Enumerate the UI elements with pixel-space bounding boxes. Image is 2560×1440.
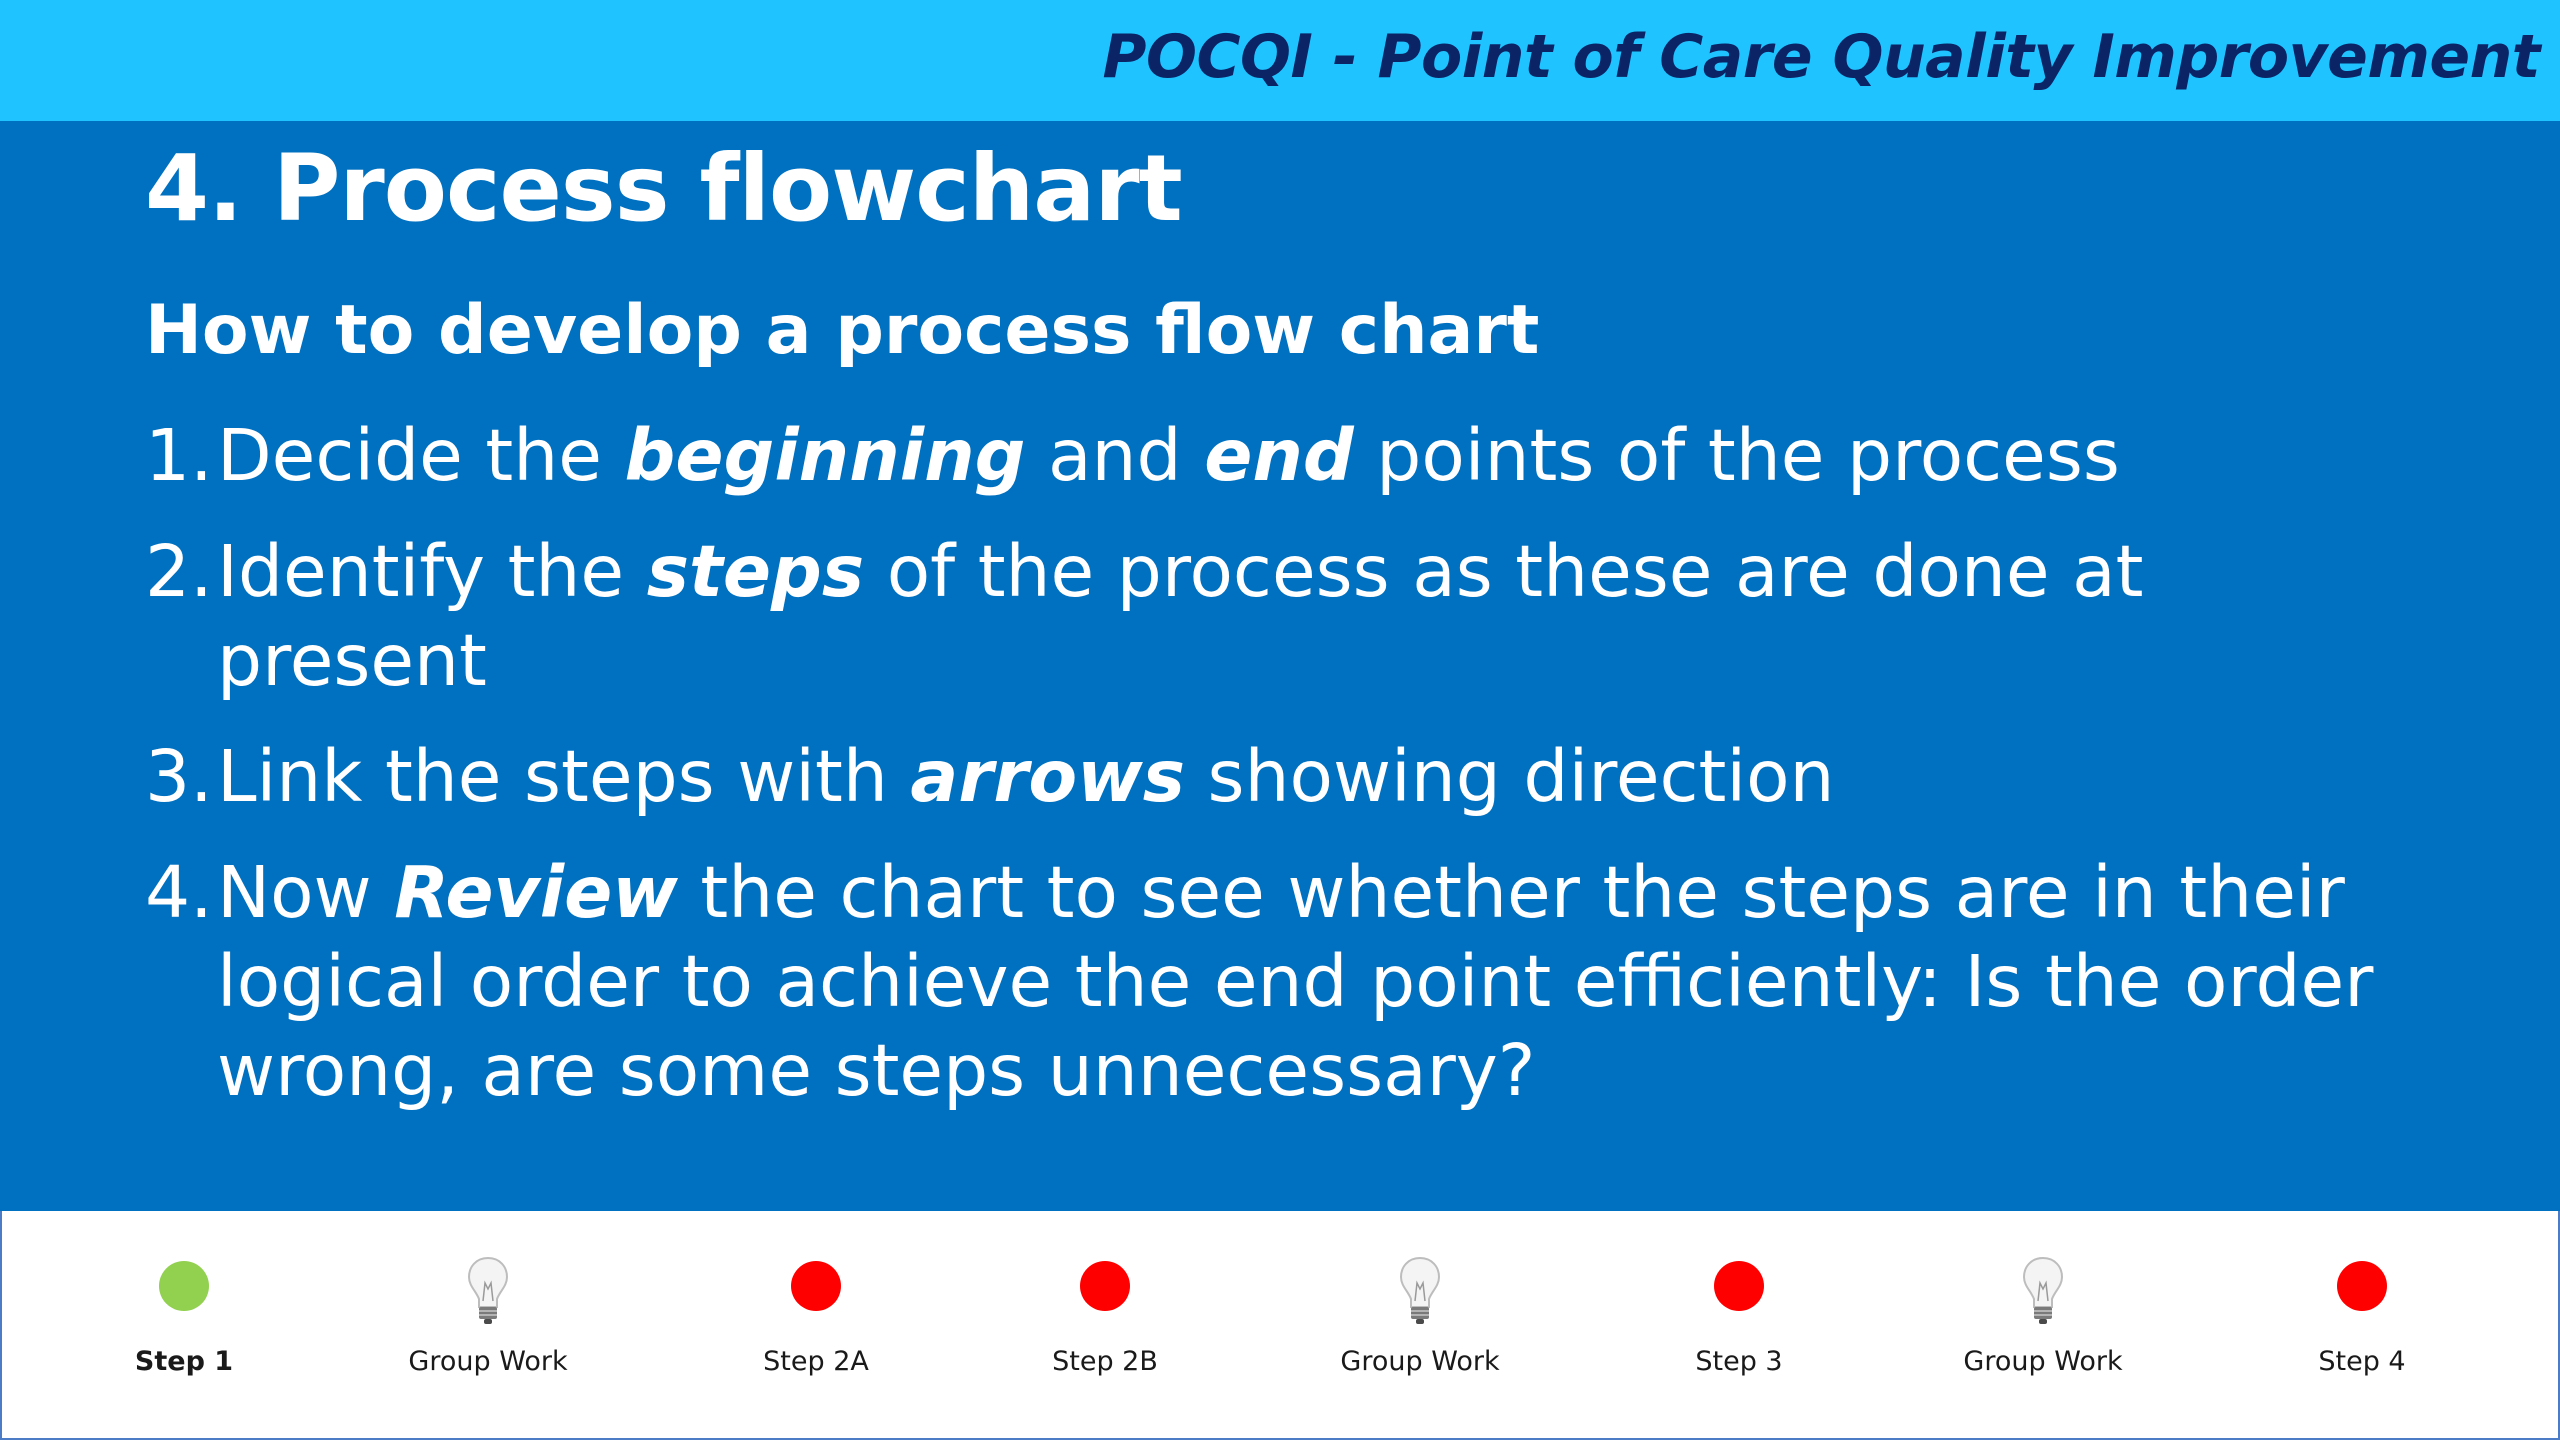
red-dot-icon [2337, 1261, 2387, 1311]
item-emphasis: Review [394, 851, 678, 934]
green-dot-icon [159, 1261, 209, 1311]
instruction-list [145, 411, 2425, 1142]
red-dot-icon [1080, 1261, 1130, 1311]
item-emphasis: steps [646, 530, 865, 613]
lightbulb-icon [1398, 1255, 1442, 1327]
step-label: Group Work [1340, 1346, 1500, 1377]
progress-footer [0, 1211, 2560, 1440]
item-text: points of the process [1353, 414, 2120, 497]
slide-content [0, 121, 2560, 1211]
item-text: showing direction [1184, 735, 1835, 818]
step-label: Step 2B [1052, 1346, 1158, 1377]
red-dot-icon [1714, 1261, 1764, 1311]
item-text: Decide the [217, 414, 625, 497]
step-indicator[interactable] [666, 1211, 966, 1438]
header-title: POCQI - Point of Care Quality Improvement [1102, 22, 2540, 92]
item-emphasis: beginning [624, 414, 1026, 497]
list-number: 2. [145, 530, 213, 613]
item-emphasis: arrows [910, 735, 1185, 818]
slide-subheading: How to develop a process flow chart [145, 291, 1540, 370]
step-indicator[interactable] [338, 1211, 638, 1438]
header-bar [0, 0, 2560, 121]
step-label: Group Work [408, 1346, 568, 1377]
step-label: Step 3 [1695, 1346, 1783, 1377]
item-text: of the process as these are done at present [217, 530, 2144, 702]
item-text: the chart to see whether the steps are in their logical order to achieve the end point efficiently: Is the order wrong, are some steps unnecessary? [217, 851, 2374, 1112]
step-indicator[interactable] [1893, 1211, 2193, 1438]
lightbulb-icon [2021, 1255, 2065, 1327]
red-dot-icon [791, 1261, 841, 1311]
step-indicator[interactable] [1270, 1211, 1570, 1438]
step-label: Step 1 [134, 1346, 234, 1377]
list-number: 4. [145, 851, 213, 934]
item-emphasis: end [1204, 414, 1354, 497]
item-text: Now [217, 851, 395, 934]
list-item [145, 848, 2425, 1115]
step-label: Group Work [1963, 1346, 2123, 1377]
item-text: Link the steps with [217, 735, 911, 818]
step-indicator[interactable] [1589, 1211, 1889, 1438]
item-text: Identify the [217, 530, 647, 613]
list-number: 1. [145, 414, 213, 497]
step-indicator[interactable] [34, 1211, 334, 1438]
list-item [145, 527, 2425, 705]
lightbulb-icon [466, 1255, 510, 1327]
slide-heading: 4. Process flowchart [145, 135, 1182, 242]
step-indicator[interactable] [2212, 1211, 2512, 1438]
step-indicator[interactable] [955, 1211, 1255, 1438]
list-item [145, 732, 2425, 821]
list-number: 3. [145, 735, 213, 818]
item-text: and [1025, 414, 1205, 497]
step-label: Step 4 [2318, 1346, 2406, 1377]
step-label: Step 2A [763, 1346, 869, 1377]
list-item [145, 411, 2425, 500]
